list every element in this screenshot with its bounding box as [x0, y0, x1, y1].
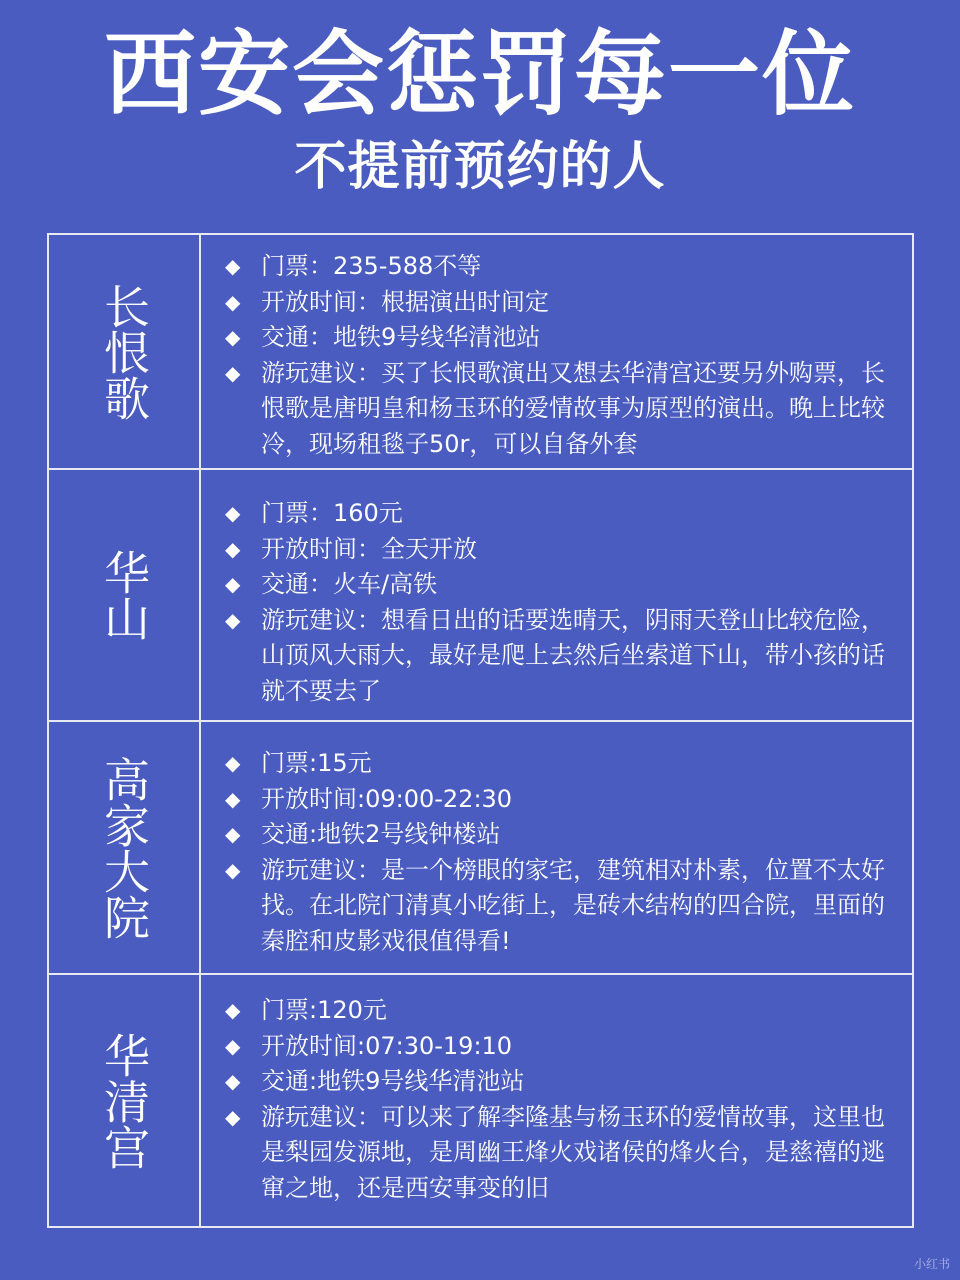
info-text: 门票：235-588不等 — [261, 252, 482, 280]
diamond-bullet-icon: ◆ — [225, 786, 241, 811]
info-item-hours — [219, 532, 898, 568]
diamond-bullet-icon: ◆ — [225, 360, 241, 385]
page-subtitle: 不提前预约的人 — [294, 137, 666, 197]
attraction-info-cell — [219, 496, 898, 709]
attraction-name: 高家大院 — [97, 755, 151, 940]
diamond-bullet-icon: ◆ — [225, 751, 241, 775]
info-text: 开放时间:09:00-22:30 — [261, 784, 513, 813]
info-item-hours — [219, 782, 898, 818]
diamond-bullet-icon: ◆ — [225, 1069, 241, 1093]
info-text: 门票:15元 — [261, 749, 372, 777]
info-item-ticket — [219, 496, 898, 532]
attraction-info-cell — [219, 249, 898, 462]
diamond-bullet-icon: ◆ — [225, 325, 241, 349]
diamond-bullet-icon: ◆ — [225, 254, 241, 278]
diamond-bullet-icon: ◆ — [225, 536, 241, 561]
info-text: 游玩建议：是一个榜眼的家宅，建筑相对朴素，位置不太好找。在北院门清真小吃街上，是砖木结构的四合院，里面的秦腔和皮影戏很值得看! — [261, 855, 885, 955]
diamond-bullet-icon: ◆ — [225, 822, 241, 846]
attraction-name-cell — [49, 470, 201, 720]
info-text: 门票：160元 — [261, 499, 403, 527]
table-row — [49, 720, 912, 973]
info-item-tips — [219, 1100, 898, 1207]
info-item-transport — [219, 817, 898, 853]
attraction-name-cell — [49, 975, 201, 1226]
info-item-hours — [219, 285, 898, 321]
attraction-name-cell — [49, 722, 201, 973]
table-row — [49, 468, 912, 720]
table-row — [49, 235, 912, 468]
diamond-bullet-icon: ◆ — [225, 607, 241, 632]
info-item-tips — [219, 603, 898, 710]
info-item-transport — [219, 320, 898, 356]
attraction-name: 华山 — [97, 549, 151, 641]
attraction-info-cell — [219, 993, 898, 1206]
info-text: 交通：火车/高铁 — [261, 570, 438, 598]
info-item-ticket — [219, 746, 898, 782]
table-row — [49, 973, 912, 1226]
diamond-bullet-icon: ◆ — [225, 572, 241, 596]
page-title: 西安会惩罚每一位 — [103, 21, 856, 128]
info-text: 门票:120元 — [261, 996, 387, 1024]
info-item-tips — [219, 356, 898, 463]
diamond-bullet-icon: ◆ — [225, 1104, 241, 1129]
info-text: 开放时间：全天开放 — [261, 534, 477, 563]
diamond-bullet-icon: ◆ — [225, 289, 241, 314]
attraction-name: 长恨歌 — [97, 282, 151, 421]
info-text: 交通：地铁9号线华清池站 — [261, 323, 541, 351]
attraction-info-cell — [219, 746, 898, 959]
info-text: 游玩建议：买了长恨歌演出又想去华清宫还要另外购票，长恨歌是唐明皇和杨玉环的爱情故事为原型的演出。晚上比较冷，现场租毯子50r，可以自备外套 — [261, 358, 885, 458]
diamond-bullet-icon: ◆ — [225, 857, 241, 882]
watermark: 小红书 — [913, 1257, 950, 1271]
info-item-hours — [219, 1029, 898, 1065]
info-item-tips — [219, 853, 898, 960]
diamond-bullet-icon: ◆ — [225, 501, 241, 525]
diamond-bullet-icon: ◆ — [225, 1033, 241, 1058]
info-text: 游玩建议：可以来了解李隆基与杨玉环的爱情故事，这里也是梨园发源地，是周幽王烽火戏诸侯的烽火台，是慈禧的逃窜之地，还是西安事变的旧 — [261, 1102, 885, 1202]
info-text: 开放时间：根据演出时间定 — [261, 287, 549, 316]
attraction-name: 华清宫 — [97, 1031, 151, 1170]
info-item-ticket — [219, 993, 898, 1029]
info-text: 交通:地铁2号线钟楼站 — [261, 820, 501, 848]
info-text: 开放时间:07:30-19:10 — [261, 1031, 513, 1060]
attraction-name-cell — [49, 235, 201, 468]
info-item-transport — [219, 1064, 898, 1100]
info-item-transport — [219, 567, 898, 603]
info-text: 交通:地铁9号线华清池站 — [261, 1067, 525, 1095]
diamond-bullet-icon: ◆ — [225, 998, 241, 1022]
info-text: 游玩建议：想看日出的话要选晴天，阴雨天登山比较危险，山顶风大雨大，最好是爬上去然后坐索道下山，带小孩的话就不要去了 — [261, 605, 885, 705]
attractions-table — [47, 233, 914, 1228]
info-item-ticket — [219, 249, 898, 285]
